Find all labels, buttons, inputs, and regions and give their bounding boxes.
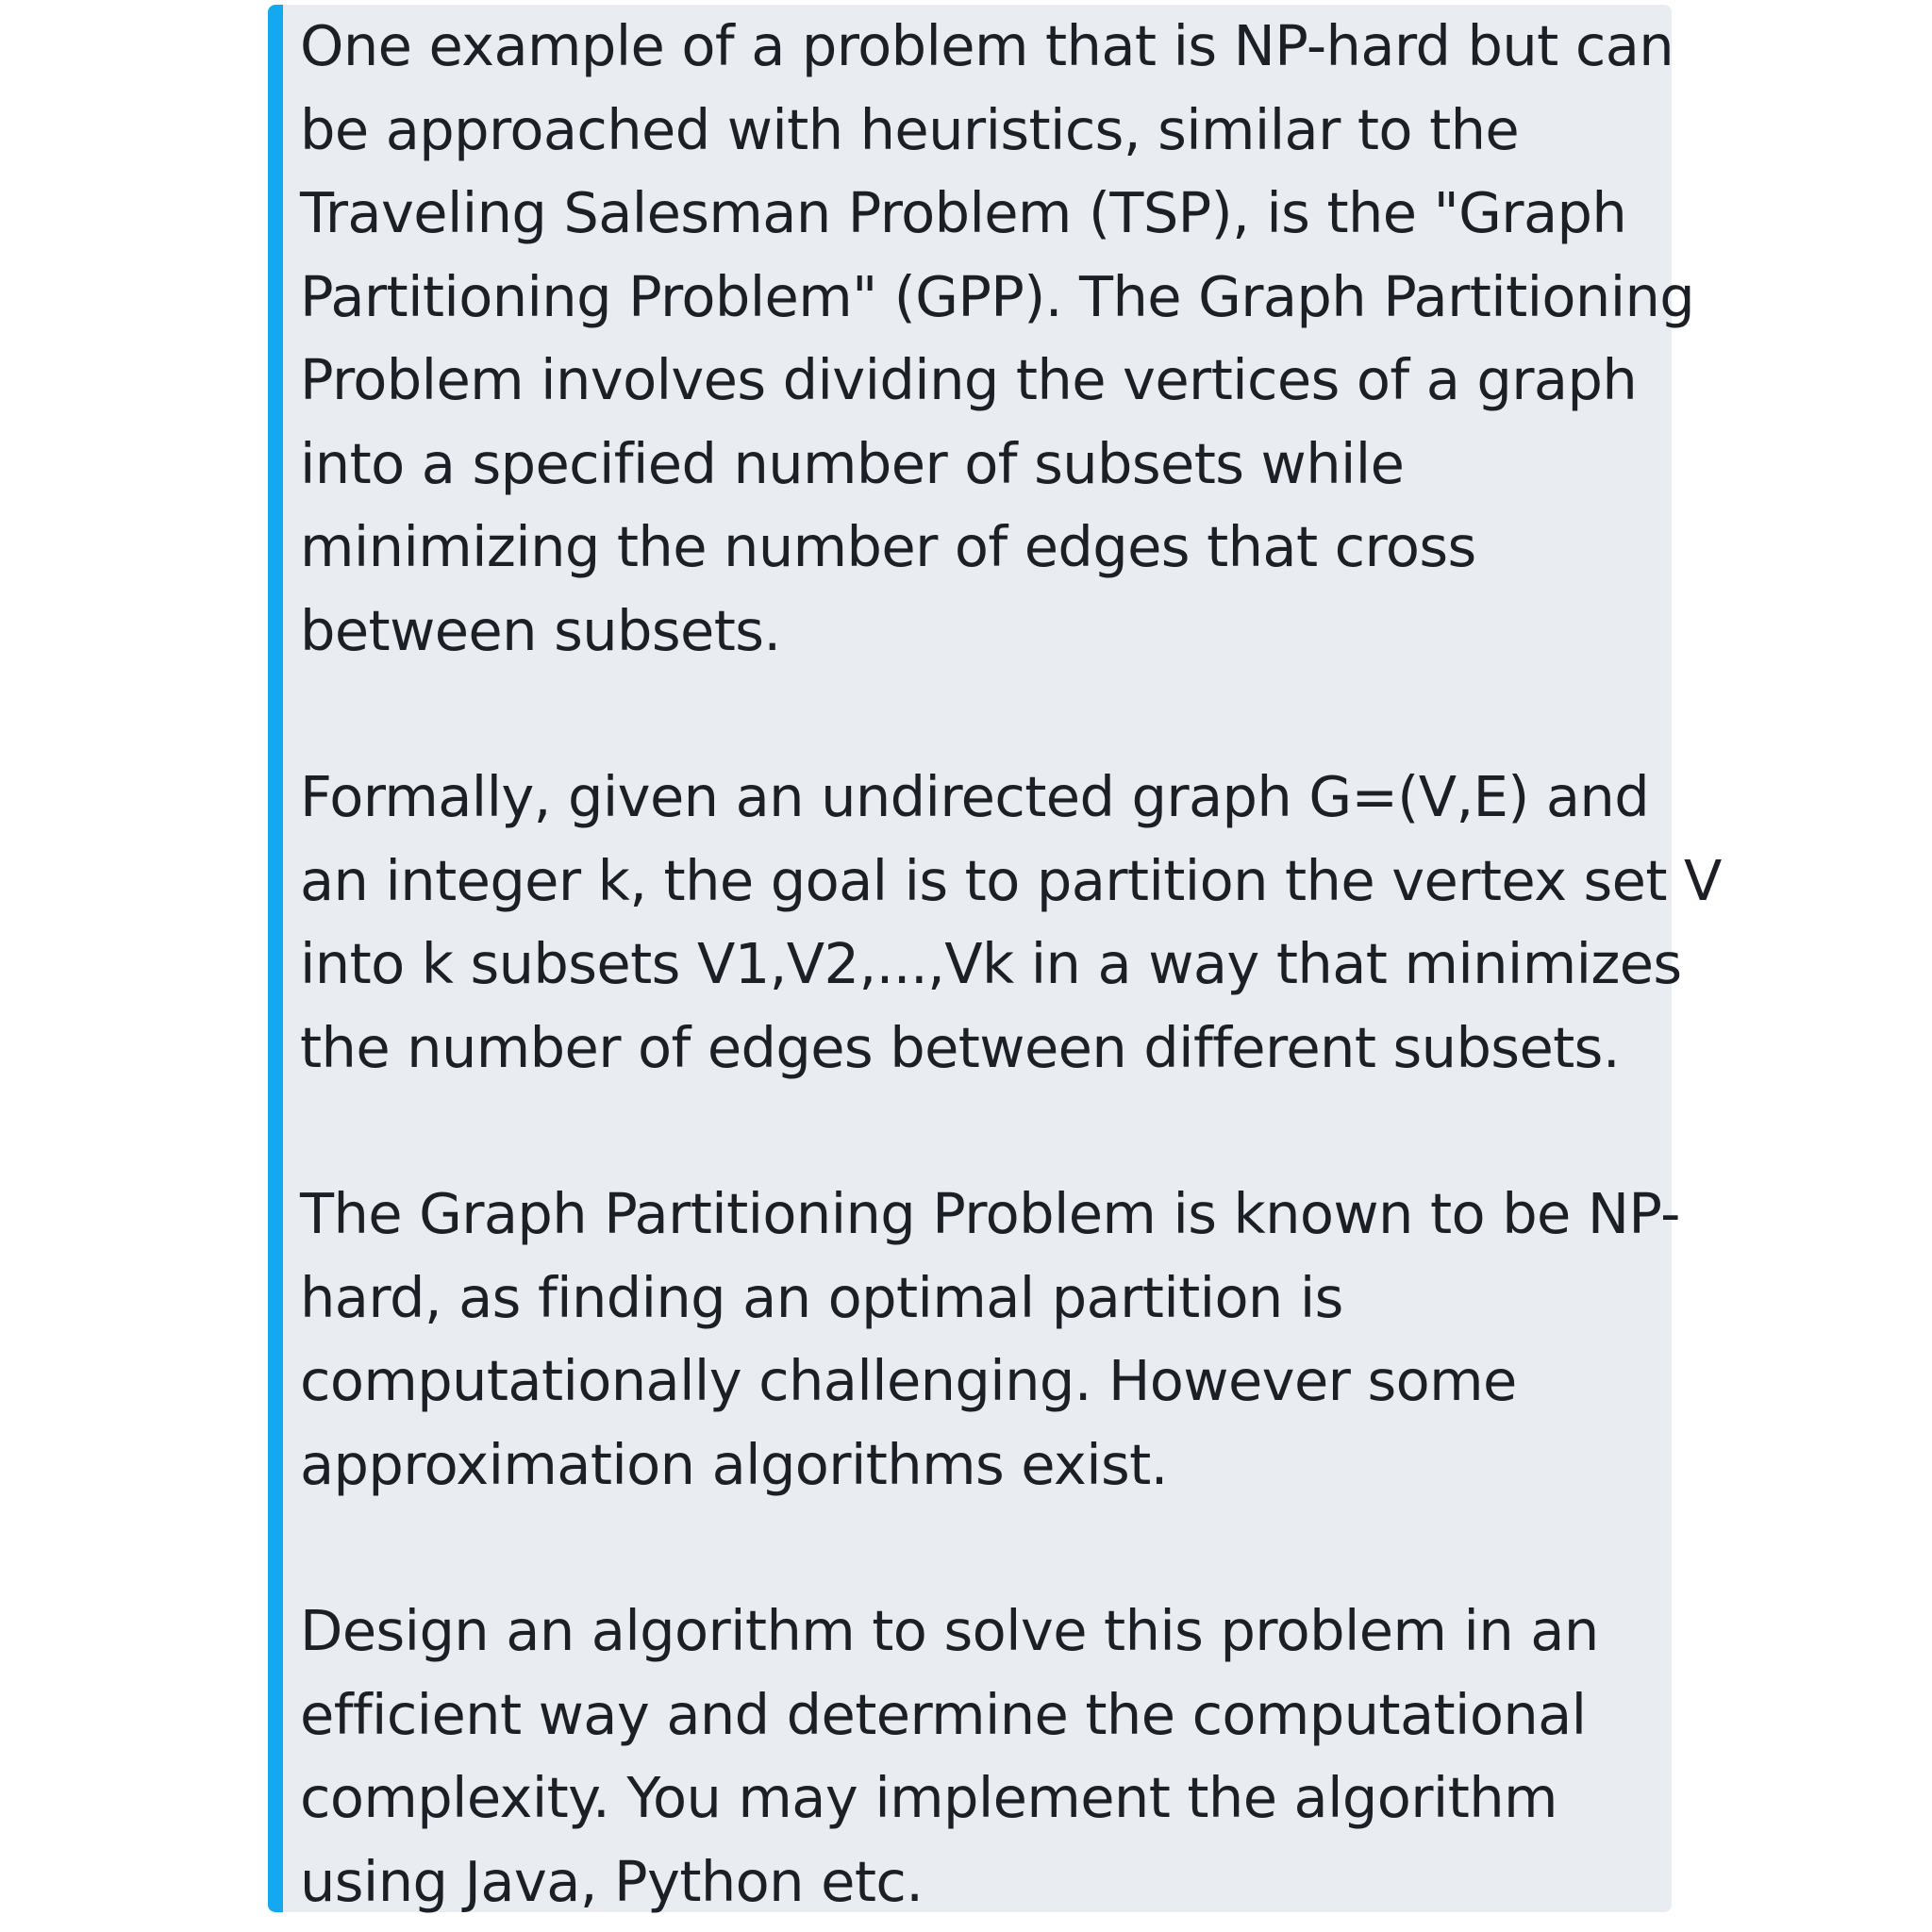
- text-line: using Java, Python etc.: [300, 1848, 924, 1914]
- text-line: efficient way and determine the computational: [300, 1681, 1587, 1747]
- paragraph-3: [300, 1173, 1680, 1507]
- paragraph-4: [300, 1590, 1666, 1924]
- text-line: complexity. You may implement the algorithm: [300, 1765, 1557, 1830]
- message-content: [300, 5, 1722, 1924]
- text-line: The Graph Partitioning Problem is known to be NP-: [300, 1181, 1680, 1246]
- text-line: an integer k, the goal is to partition the vertex set V: [300, 847, 1722, 913]
- paragraph-1: [300, 5, 1695, 673]
- text-line: between subsets.: [300, 597, 781, 663]
- text-line: into k subsets V1,V2,...,Vk in a way that minimizes: [300, 931, 1682, 996]
- text-line: Traveling Salesman Problem (TSP), is the "Graph: [300, 180, 1627, 245]
- text-line: be approached with heuristics, similar to the: [300, 96, 1520, 162]
- text-line: Partitioning Problem" (GPP). The Graph Partitioning: [300, 263, 1695, 329]
- paragraph-2: [300, 756, 1722, 1090]
- text-line: Design an algorithm to solve this problem in an: [300, 1598, 1599, 1663]
- text-line: One example of a problem that is NP-hard but can: [300, 13, 1674, 78]
- text-line: Formally, given an undirected graph G=(V,E) and: [300, 764, 1650, 829]
- text-line: approximation algorithms exist.: [300, 1431, 1168, 1497]
- text-line: hard, as finding an optimal partition is: [300, 1264, 1343, 1330]
- text-line: computationally challenging. However some: [300, 1348, 1517, 1413]
- quote-accent-bar: [268, 5, 283, 1912]
- text-line: into a specified number of subsets while: [300, 430, 1405, 496]
- text-line: Problem involves dividing the vertices of a graph: [300, 347, 1638, 412]
- message-quote-block: [268, 5, 1722, 1914]
- text-line: minimizing the number of edges that cross: [300, 514, 1476, 579]
- text-line: the number of edges between different subsets.: [300, 1014, 1620, 1080]
